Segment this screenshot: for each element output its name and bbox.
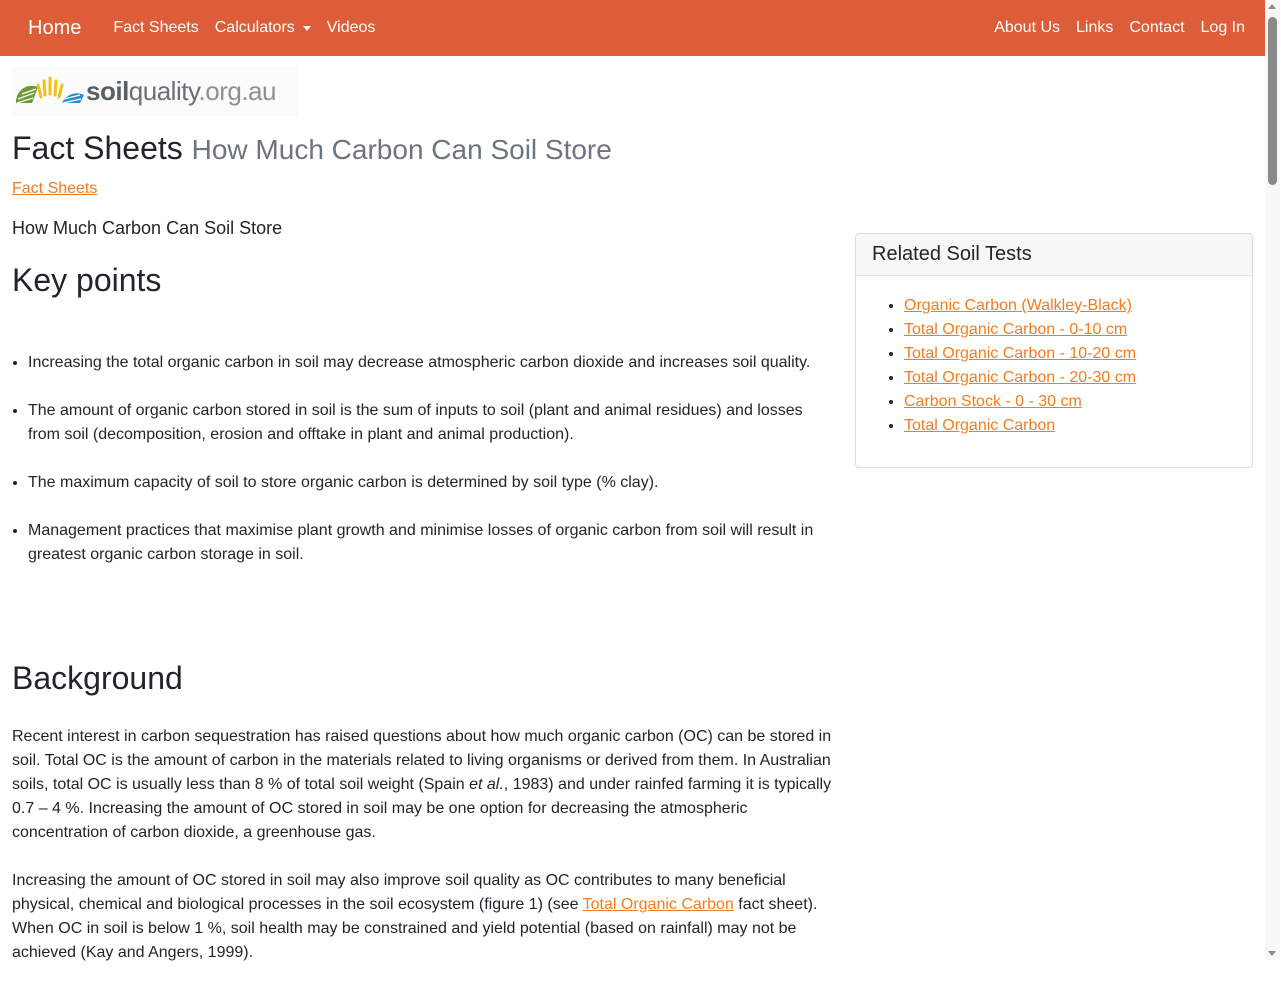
background-heading: Background (12, 660, 183, 696)
page-title-subtitle: How Much Carbon Can Soil Store (191, 134, 612, 165)
list-item (904, 318, 1252, 342)
background-paragraph-2: Increasing the amount of OC stored in soil may also improve soil quality as OC contributes to many beneficial physical, chemical and biological processes in the soil ecosystem (figure 1) (see Total Organic Carbon fact sheet). When OC in soil is below 1 %, soil health may be constrained and yield potential (based on rainfall) may not be achieved (Kay and Angers, 1999). (12, 872, 818, 961)
caret-down-icon (303, 26, 311, 31)
top-navbar (0, 0, 1265, 56)
list-item: • Management practices that maximise plant growth and minimise losses of organic carbon from soil will result in greatest organic carbon storage in soil. (28, 519, 832, 567)
related-soil-tests-title: Related Soil Tests (856, 234, 1252, 276)
nav-contact-link[interactable]: Contact (1129, 19, 1185, 36)
nav-links-link[interactable]: Links (1076, 19, 1114, 36)
page-title: Fact Sheets How Much Carbon Can Soil Store (12, 130, 612, 166)
list-item (904, 294, 1252, 318)
nav-about-us-link[interactable]: About Us (994, 19, 1061, 36)
logo-wordmark: soilquality.org.au (86, 75, 276, 106)
related-test-link[interactable]: Total Organic Carbon - 0-10 cm (904, 321, 1128, 338)
related-test-link[interactable]: Total Organic Carbon - 20-30 cm (904, 369, 1137, 386)
nav-login-link[interactable]: Log In (1200, 19, 1245, 36)
related-test-link[interactable]: Carbon Stock - 0 - 30 cm (904, 393, 1082, 410)
nav-videos-link[interactable]: Videos (326, 19, 376, 36)
nav-right-group (986, 19, 1253, 37)
background-text (12, 725, 834, 989)
nav-calculators-dropdown[interactable] (215, 19, 311, 37)
related-soil-tests-card (855, 233, 1253, 468)
related-test-link[interactable]: Total Organic Carbon - 10-20 cm (904, 345, 1137, 362)
list-item: • The maximum capacity of soil to store organic carbon is determined by soil type (% clay). (28, 471, 832, 495)
list-item (904, 366, 1252, 390)
breadcrumb (12, 180, 97, 198)
total-organic-carbon-inline-link[interactable]: Total Organic Carbon (582, 896, 734, 913)
page-scrollbar[interactable] (1265, 0, 1280, 960)
related-test-link[interactable]: Total Organic Carbon (904, 417, 1056, 434)
list-item (904, 414, 1252, 438)
list-item: • Increasing the total organic carbon in soil may decrease atmospheric carbon dioxide and increases soil quality. (28, 351, 832, 375)
list-item: • The amount of organic carbon stored in soil is the sum of inputs to soil (plant and animal residues) and losses from soil (decomposition, erosion and offtake in plant and animal production). (28, 399, 832, 447)
scroll-up-arrow-icon[interactable] (1268, 4, 1276, 9)
nav-calculators-label: Calculators (214, 19, 295, 36)
sunrise-logo-icon (14, 73, 86, 109)
list-item (904, 390, 1252, 414)
fact-sheet-name: How Much Carbon Can Soil Store (12, 218, 283, 238)
key-points-list (12, 351, 832, 591)
key-points-heading: Key points (12, 262, 162, 298)
scroll-down-arrow-icon[interactable] (1268, 951, 1276, 956)
scrollbar-thumb[interactable] (1268, 17, 1277, 185)
list-item (904, 342, 1252, 366)
background-paragraph-1: Recent interest in carbon sequestration has raised questions about how much organic carbon (OC) can be stored in soil. Total OC is the amount of carbon in the materials related to living organisms or derived from them. In Australian soils, total OC is usually less than 8 % of total soil weight (Spain et al., 1983) and under rainfed farming it is typically 0.7 – 4 %. Increasing the amount of OC stored in soil may be one option for decreasing the atmospheric concentration of carbon dioxide, a greenhouse gas. (12, 728, 832, 841)
site-logo[interactable] (12, 66, 298, 116)
breadcrumb-fact-sheets-link[interactable]: Fact Sheets (12, 180, 98, 197)
related-test-link[interactable]: Organic Carbon (Walkley-Black) (904, 297, 1132, 314)
nav-fact-sheets-link[interactable]: Fact Sheets (113, 19, 199, 36)
nav-home-link[interactable]: Home (28, 16, 82, 39)
related-soil-tests-list (856, 294, 1252, 438)
